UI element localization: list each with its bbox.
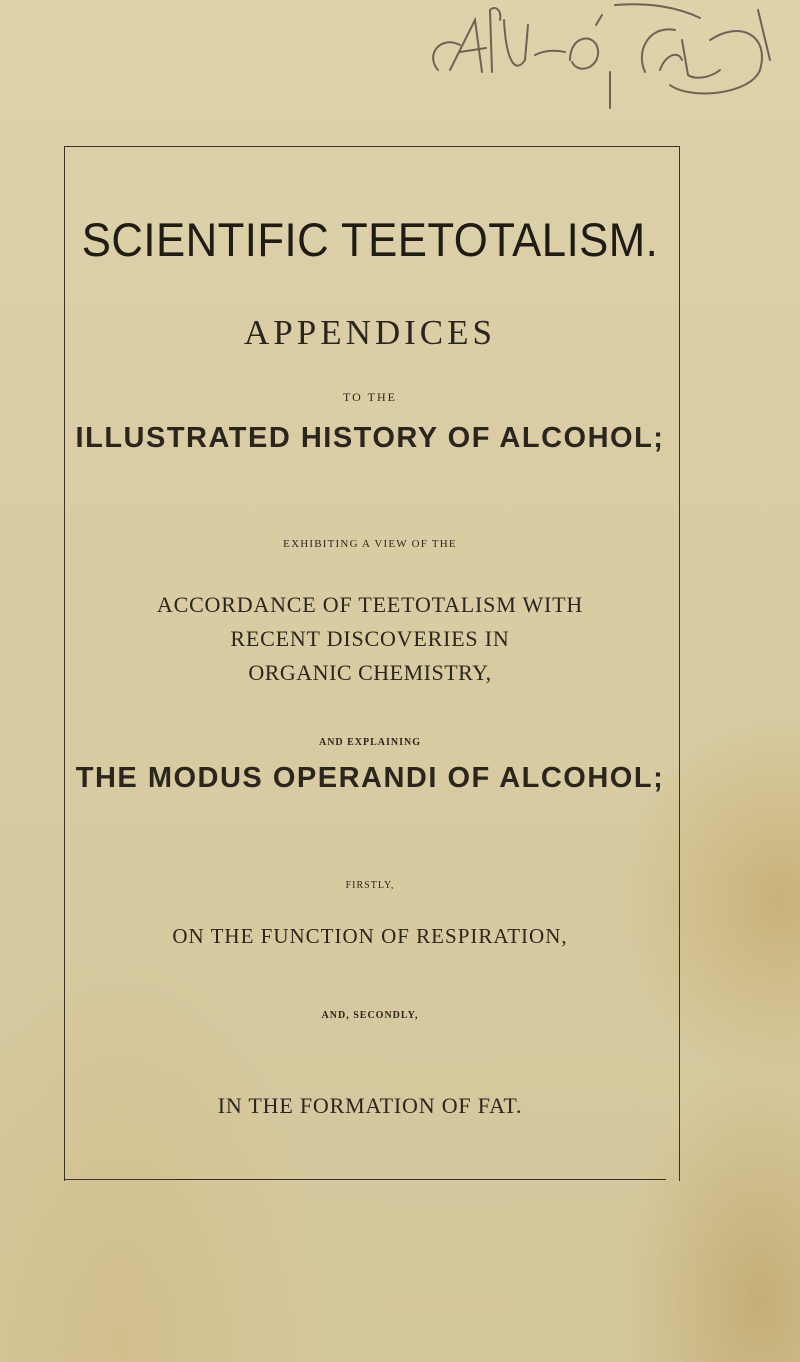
organic-chemistry-line: ORGANIC CHEMISTRY, [248, 660, 492, 685]
recent-discoveries-line: RECENT DISCOVERIES IN [230, 626, 510, 651]
handwritten-signature [420, 0, 780, 110]
respiration-line: ON THE FUNCTION OF RESPIRATION, [172, 924, 568, 948]
book-title: SCIENTIFIC TEETOTALISM. [81, 213, 659, 266]
modus-operandi-line: THE MODUS OPERANDI OF ALCOHOL; [75, 762, 665, 794]
formation-of-fat-line: IN THE FORMATION OF FAT. [217, 1093, 523, 1118]
exhibiting-text: EXHIBITING A VIEW OF THE [283, 538, 457, 550]
accordance-line: ACCORDANCE OF TEETOTALISM WITH [156, 592, 584, 617]
history-subtitle: ILLUSTRATED HISTORY OF ALCOHOL; [75, 422, 665, 454]
bottom-rule [64, 1179, 666, 1180]
explaining-text: AND EXPLAINING [318, 737, 422, 748]
secondly-text: AND, SECONDLY, [321, 1010, 419, 1021]
appendices-heading: APPENDICES [244, 313, 496, 352]
to-the-text: TO THE [343, 390, 397, 404]
firstly-text: FIRSTLY, [345, 880, 395, 891]
